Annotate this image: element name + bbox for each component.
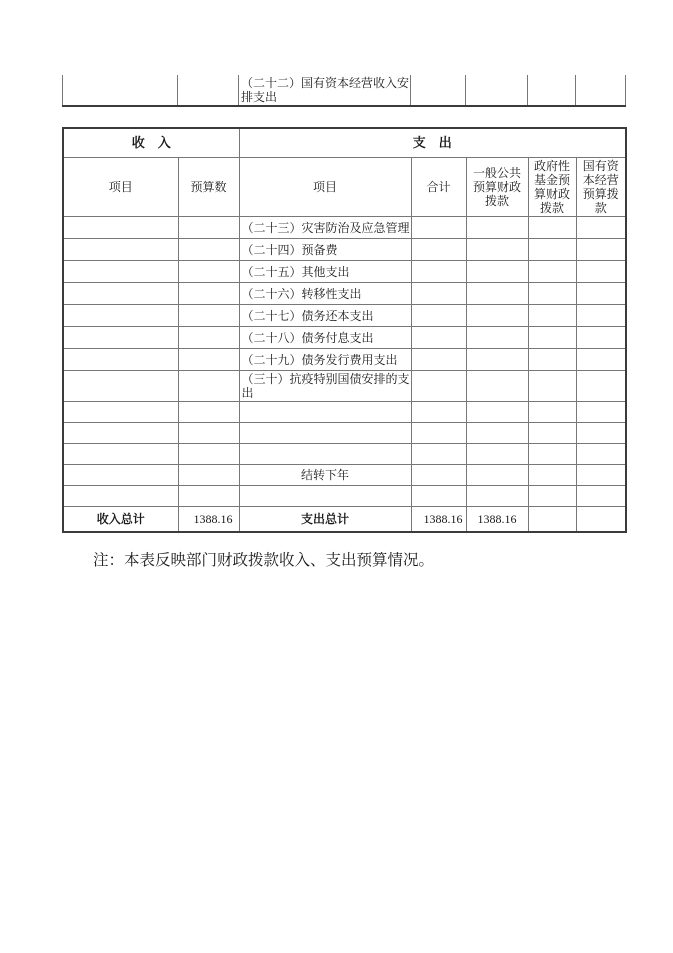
gov-fund-budget-cell — [528, 283, 576, 305]
table-row — [63, 305, 626, 327]
general-public-budget-cell — [466, 239, 528, 261]
expense-item-cell: （二十七）债务还本支出 — [239, 305, 411, 327]
state-capital-budget-cell — [576, 371, 626, 402]
income-item-cell — [63, 261, 178, 283]
income-group-header: 收 入 — [63, 128, 239, 158]
income-item-cell — [63, 75, 178, 106]
income-item-cell — [63, 349, 178, 371]
state-capital-header: 国有资本经营预算拨款 — [576, 158, 626, 217]
expense-item-header: 项目 — [239, 158, 411, 217]
total-cell — [411, 465, 466, 486]
state-capital-budget-cell — [576, 327, 626, 349]
general-public-budget-cell — [466, 305, 528, 327]
table-continuation — [62, 75, 626, 107]
gov-fund-budget-cell — [528, 217, 576, 239]
income-budget-cell — [178, 349, 239, 371]
group-header-row — [63, 128, 626, 158]
income-total-label: 收入总计 — [63, 507, 178, 533]
income-budget-cell — [178, 239, 239, 261]
income-item-cell — [63, 217, 178, 239]
budget-table — [62, 127, 627, 533]
income-item-cell — [63, 283, 178, 305]
total-cell — [411, 283, 466, 305]
gov-fund-budget-cell — [528, 305, 576, 327]
gov-fund-budget-cell — [528, 465, 576, 486]
total-cell — [411, 217, 466, 239]
income-budget-cell — [178, 305, 239, 327]
general-public-budget-cell — [466, 486, 528, 507]
income-item-cell — [63, 465, 178, 486]
table-row — [63, 327, 626, 349]
total-header: 合计 — [411, 158, 466, 217]
budget-number-header: 预算数 — [178, 158, 239, 217]
total-cell — [411, 349, 466, 371]
state-capital-budget-cell — [576, 261, 626, 283]
general-public-budget-cell — [466, 371, 528, 402]
income-budget-cell — [178, 402, 239, 423]
expense-item-cell: （三十）抗疫特别国债安排的支出 — [239, 371, 411, 402]
income-item-cell — [63, 371, 178, 402]
general-public-budget-cell — [466, 283, 528, 305]
general-public-budget-cell — [466, 423, 528, 444]
income-item-header: 项目 — [63, 158, 178, 217]
state-capital-budget-cell — [576, 486, 626, 507]
state-capital-budget-cell — [576, 465, 626, 486]
general-public-header: 一般公共预算财政拨款 — [466, 158, 528, 217]
income-item-cell — [63, 239, 178, 261]
gov-fund-budget-cell — [528, 239, 576, 261]
general-public-budget-cell — [466, 402, 528, 423]
table-row — [63, 371, 626, 402]
expense-item-cell: （二十五）其他支出 — [239, 261, 411, 283]
income-budget-cell — [178, 486, 239, 507]
total-cell — [411, 261, 466, 283]
general-public-budget-cell — [466, 349, 528, 371]
carry-forward-row — [63, 465, 626, 486]
budget-table-section — [62, 127, 627, 533]
income-item-cell — [63, 423, 178, 444]
expense-group-header: 支 出 — [239, 128, 626, 158]
expense-item-cell — [239, 402, 411, 423]
gov-fund-budget-cell — [528, 261, 576, 283]
total-cell — [411, 444, 466, 465]
general-public-budget-cell — [466, 261, 528, 283]
expense-item-cell — [239, 423, 411, 444]
expense-item-cell — [239, 486, 411, 507]
table-row-empty — [63, 486, 626, 507]
gov-fund-budget-cell — [528, 423, 576, 444]
income-budget-cell — [178, 75, 239, 106]
expense-item-cell: （二十二）国有资本经营收入安排支出 — [239, 75, 411, 106]
table-row — [63, 349, 626, 371]
expense-item-cell: （二十六）转移性支出 — [239, 283, 411, 305]
expense-item-cell: （二十三）灾害防治及应急管理 — [239, 217, 411, 239]
income-item-cell — [63, 327, 178, 349]
table-row — [63, 239, 626, 261]
table-row-empty — [63, 423, 626, 444]
expense-item-cell — [239, 444, 411, 465]
gov-fund-budget-cell — [528, 402, 576, 423]
state-capital-budget-cell — [576, 444, 626, 465]
continuation-table — [62, 75, 626, 107]
income-budget-cell — [178, 371, 239, 402]
gov-fund-budget-cell — [528, 486, 576, 507]
gov-fund-budget-cell — [528, 327, 576, 349]
total-cell — [411, 402, 466, 423]
general-public-budget-cell — [466, 217, 528, 239]
state-capital-budget-cell — [576, 217, 626, 239]
expense-item-cell: （二十八）债务付息支出 — [239, 327, 411, 349]
table-row-empty — [63, 444, 626, 465]
income-budget-cell — [178, 217, 239, 239]
carry-forward-label: 结转下年 — [239, 465, 411, 486]
income-budget-cell — [178, 444, 239, 465]
state-capital-budget-cell — [576, 75, 626, 106]
column-header-row — [63, 158, 626, 217]
gov-fund-total-cell — [528, 507, 576, 533]
expense-item-cell: （二十四）预备费 — [239, 239, 411, 261]
income-item-cell — [63, 486, 178, 507]
expense-total-label: 支出总计 — [239, 507, 411, 533]
total-cell — [411, 75, 466, 106]
income-budget-cell — [178, 327, 239, 349]
state-capital-budget-cell — [576, 283, 626, 305]
income-budget-cell — [178, 261, 239, 283]
total-cell — [411, 371, 466, 402]
income-budget-cell — [178, 465, 239, 486]
gov-fund-budget-cell — [528, 75, 576, 106]
state-capital-budget-cell — [576, 423, 626, 444]
income-budget-cell — [178, 423, 239, 444]
expense-item-cell: （二十九）债务发行费用支出 — [239, 349, 411, 371]
table-note: 注：本表反映部门财政拨款收入、支出预算情况。 — [93, 552, 435, 569]
state-capital-total-cell — [576, 507, 626, 533]
table-row — [63, 261, 626, 283]
gov-fund-budget-cell — [528, 371, 576, 402]
total-cell — [411, 327, 466, 349]
general-public-budget-cell — [466, 465, 528, 486]
income-item-cell — [63, 444, 178, 465]
total-cell — [411, 305, 466, 327]
total-cell — [411, 239, 466, 261]
income-total-value: 1388.16 — [178, 507, 239, 533]
gov-fund-budget-cell — [528, 444, 576, 465]
table-row — [63, 75, 626, 106]
income-item-cell — [63, 402, 178, 423]
state-capital-budget-cell — [576, 349, 626, 371]
table-row — [63, 283, 626, 305]
general-public-budget-cell — [466, 444, 528, 465]
general-public-total-value: 1388.16 — [466, 507, 528, 533]
totals-row — [63, 507, 626, 533]
table-row-empty — [63, 402, 626, 423]
total-cell — [411, 423, 466, 444]
gov-fund-budget-cell — [528, 349, 576, 371]
expense-total-value: 1388.16 — [411, 507, 466, 533]
income-budget-cell — [178, 283, 239, 305]
state-capital-budget-cell — [576, 305, 626, 327]
state-capital-budget-cell — [576, 239, 626, 261]
gov-fund-header: 政府性基金预算财政拨款 — [528, 158, 576, 217]
general-public-budget-cell — [466, 75, 528, 106]
total-cell — [411, 486, 466, 507]
table-row — [63, 217, 626, 239]
income-item-cell — [63, 305, 178, 327]
state-capital-budget-cell — [576, 402, 626, 423]
general-public-budget-cell — [466, 327, 528, 349]
